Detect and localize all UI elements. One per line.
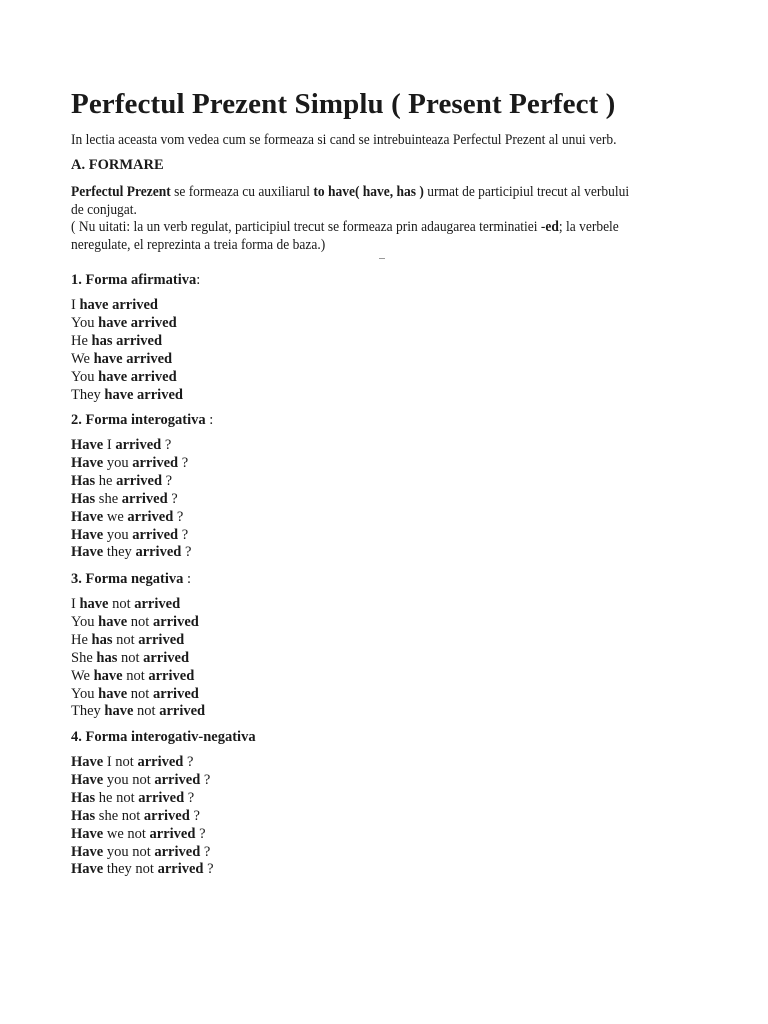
row-text: You bbox=[71, 314, 99, 331]
verb-form-bold: arrived bbox=[132, 526, 179, 543]
conjugation-row bbox=[71, 473, 191, 491]
verb-form-bold: Have bbox=[71, 861, 104, 878]
verb-form-bold: arrived bbox=[138, 631, 185, 648]
group-heading-label: 2. Forma interogativa bbox=[71, 412, 206, 428]
bold-term: to have( have, has ) bbox=[313, 184, 424, 200]
conjugation-row bbox=[71, 861, 214, 879]
page-title: Perfectul Prezent Simplu ( Present Perfect ) bbox=[71, 88, 616, 120]
verb-form-bold: Have bbox=[71, 771, 104, 788]
row-text: You bbox=[71, 685, 99, 702]
conjugation-row bbox=[71, 387, 183, 405]
verb-form-bold: Have bbox=[71, 526, 104, 543]
verb-form-bold: arrived bbox=[132, 454, 179, 471]
verb-form-bold: has bbox=[91, 631, 113, 648]
group-heading bbox=[71, 729, 256, 746]
verb-form-bold: have bbox=[93, 667, 123, 684]
row-text: he bbox=[95, 472, 117, 489]
row-text: ? bbox=[167, 490, 178, 507]
verb-form-bold: Have bbox=[71, 754, 104, 770]
verb-form-bold: arrived bbox=[154, 843, 201, 860]
conjugation-row bbox=[71, 703, 205, 721]
conjugation-list bbox=[71, 437, 191, 562]
verb-form-bold: have arrived bbox=[98, 368, 177, 385]
conjugation-row bbox=[71, 826, 214, 844]
row-text: ? bbox=[183, 754, 194, 770]
section-heading-formare: A. FORMARE bbox=[71, 157, 164, 173]
row-text: ? bbox=[178, 526, 189, 543]
verb-form-bold: have bbox=[79, 596, 109, 612]
verb-form-bold: arrived bbox=[148, 667, 195, 684]
row-text: they not bbox=[103, 861, 158, 878]
paragraph-line: de conjugat. bbox=[71, 201, 137, 218]
row-text: ? bbox=[184, 789, 195, 806]
verb-form-bold: has bbox=[96, 649, 118, 666]
verb-form-bold: arrived bbox=[116, 472, 163, 489]
paragraph-text: urmat de participiul trecut al verbului bbox=[423, 184, 630, 200]
group-heading bbox=[71, 412, 213, 429]
conjugation-row bbox=[71, 790, 214, 808]
row-text: ? bbox=[173, 508, 184, 525]
bold-term: Perfectul Prezent bbox=[71, 184, 171, 200]
row-text: he not bbox=[95, 789, 139, 806]
conjugation-row bbox=[71, 668, 205, 686]
verb-form-bold: arrived bbox=[115, 437, 162, 453]
row-text: you bbox=[103, 454, 133, 471]
verb-form-bold: arrived bbox=[127, 508, 174, 525]
verb-form-bold: Has bbox=[71, 789, 96, 806]
row-text: I bbox=[71, 297, 80, 313]
paragraph-text: ; la verbele bbox=[558, 219, 619, 235]
row-text: ? bbox=[161, 437, 172, 453]
conjugation-list bbox=[71, 754, 214, 879]
row-text: ? bbox=[189, 807, 200, 824]
row-text: not bbox=[117, 649, 144, 666]
verb-form-bold: arrived bbox=[121, 490, 168, 507]
row-text: We bbox=[71, 350, 94, 367]
conjugation-row bbox=[71, 596, 205, 614]
row-text: not bbox=[112, 631, 139, 648]
verb-form-bold: Has bbox=[71, 490, 96, 507]
row-text: You bbox=[71, 613, 99, 630]
verb-form-bold: Have bbox=[71, 843, 104, 860]
verb-form-bold: Have bbox=[71, 825, 104, 842]
verb-form-bold: arrived bbox=[143, 649, 190, 666]
verb-form-bold: arrived bbox=[157, 861, 204, 878]
conjugation-row bbox=[71, 437, 191, 455]
verb-form-bold: arrived bbox=[154, 771, 201, 788]
conjugation-row bbox=[71, 455, 191, 473]
group-heading-suffix: : bbox=[205, 412, 214, 428]
paragraph-text: ( Nu uitati: la un verb regulat, participiul trecut se formeaza prin adaugarea terminatiei - bbox=[71, 219, 546, 235]
verb-form-bold: Has bbox=[71, 807, 96, 824]
verb-form-bold: have bbox=[104, 703, 134, 720]
row-text: she bbox=[95, 490, 122, 507]
group-heading bbox=[71, 272, 200, 289]
verb-form-bold: have arrived bbox=[98, 314, 177, 331]
verb-form-bold: Have bbox=[71, 454, 104, 471]
verb-form-bold: arrived bbox=[152, 613, 199, 630]
verb-form-bold: Has bbox=[71, 472, 96, 489]
conjugation-row bbox=[71, 754, 214, 772]
conjugation-row bbox=[71, 808, 214, 826]
row-text: They bbox=[71, 703, 105, 720]
intro-text: In lectia aceasta vom vedea cum se formeaza si cand se intrebuinteaza Perfectul Prezent al unui verb. bbox=[71, 132, 617, 148]
paragraph-line: neregulate, el reprezinta a treia forma de baza.) bbox=[71, 236, 326, 253]
paragraph-line bbox=[71, 184, 713, 202]
group-heading-label: 3. Forma negativa bbox=[71, 571, 184, 587]
conjugation-row bbox=[71, 491, 191, 509]
verb-form-bold: arrived bbox=[152, 685, 199, 702]
conjugation-list bbox=[71, 297, 183, 404]
row-text: you not bbox=[103, 843, 155, 860]
group-heading-suffix: : bbox=[183, 571, 192, 587]
row-text: we not bbox=[103, 825, 150, 842]
divider-mark bbox=[379, 258, 385, 259]
row-text: He bbox=[71, 631, 92, 648]
verb-form-bold: arrived bbox=[134, 596, 181, 612]
row-text: He bbox=[71, 332, 92, 349]
row-text: ? bbox=[200, 843, 211, 860]
verb-form-bold: arrived bbox=[143, 807, 190, 824]
verb-form-bold: have bbox=[98, 685, 128, 702]
conjugation-row bbox=[71, 614, 205, 632]
paragraph-line bbox=[71, 219, 713, 237]
group-heading bbox=[71, 571, 191, 588]
verb-form-bold: has arrived bbox=[91, 332, 163, 349]
verb-form-bold: arrived bbox=[138, 789, 185, 806]
conjugation-row bbox=[71, 686, 205, 704]
group-heading-suffix: : bbox=[196, 272, 201, 288]
verb-form-bold: arrived bbox=[135, 544, 182, 561]
row-text: She bbox=[71, 649, 97, 666]
row-text: ? bbox=[200, 771, 211, 788]
row-text: We bbox=[71, 667, 94, 684]
conjugation-row bbox=[71, 509, 191, 527]
row-text: not bbox=[122, 667, 149, 684]
conjugation-row bbox=[71, 369, 183, 387]
verb-form-bold: have arrived bbox=[104, 386, 183, 403]
verb-form-bold: have bbox=[98, 613, 128, 630]
conjugation-list bbox=[71, 596, 205, 721]
row-text: they bbox=[103, 544, 136, 561]
verb-form-bold: Have bbox=[71, 544, 104, 561]
paragraph-text: se formeaza cu auxiliarul bbox=[170, 184, 314, 200]
verb-form-bold: have arrived bbox=[79, 297, 158, 313]
verb-form-bold: arrived bbox=[137, 754, 184, 770]
row-text: I not bbox=[103, 754, 138, 770]
group-heading-label: 4. Forma interogativ-negativa bbox=[71, 729, 256, 745]
conjugation-row bbox=[71, 844, 214, 862]
bold-term: ed bbox=[545, 219, 559, 235]
verb-form-bold: arrived bbox=[149, 825, 196, 842]
row-text: ? bbox=[195, 825, 206, 842]
row-text: ? bbox=[178, 454, 189, 471]
row-text: not bbox=[108, 596, 135, 612]
row-text: not bbox=[127, 685, 153, 702]
conjugation-row bbox=[71, 632, 205, 650]
row-text: I bbox=[103, 437, 116, 453]
row-text: They bbox=[71, 386, 105, 403]
formation-paragraph bbox=[71, 184, 713, 254]
row-text: you not bbox=[103, 771, 155, 788]
row-text: not bbox=[127, 613, 153, 630]
row-text: You bbox=[71, 368, 99, 385]
conjugation-row bbox=[71, 650, 205, 668]
row-text: I bbox=[71, 596, 80, 612]
verb-form-bold: arrived bbox=[159, 703, 206, 720]
conjugation-row bbox=[71, 333, 183, 351]
verb-form-bold: have arrived bbox=[93, 350, 173, 367]
conjugation-row bbox=[71, 527, 191, 545]
conjugation-row bbox=[71, 544, 191, 562]
row-text: ? bbox=[203, 861, 214, 878]
conjugation-row bbox=[71, 772, 214, 790]
row-text: ? bbox=[181, 544, 192, 561]
row-text: you bbox=[103, 526, 133, 543]
row-text: not bbox=[133, 703, 160, 720]
conjugation-row bbox=[71, 315, 183, 333]
verb-form-bold: Have bbox=[71, 437, 104, 453]
verb-form-bold: Have bbox=[71, 508, 104, 525]
row-text: she not bbox=[95, 807, 144, 824]
row-text: we bbox=[103, 508, 128, 525]
conjugation-row bbox=[71, 351, 183, 369]
row-text: ? bbox=[162, 472, 173, 489]
conjugation-row bbox=[71, 297, 183, 315]
group-heading-label: 1. Forma afirmativa bbox=[71, 272, 197, 288]
